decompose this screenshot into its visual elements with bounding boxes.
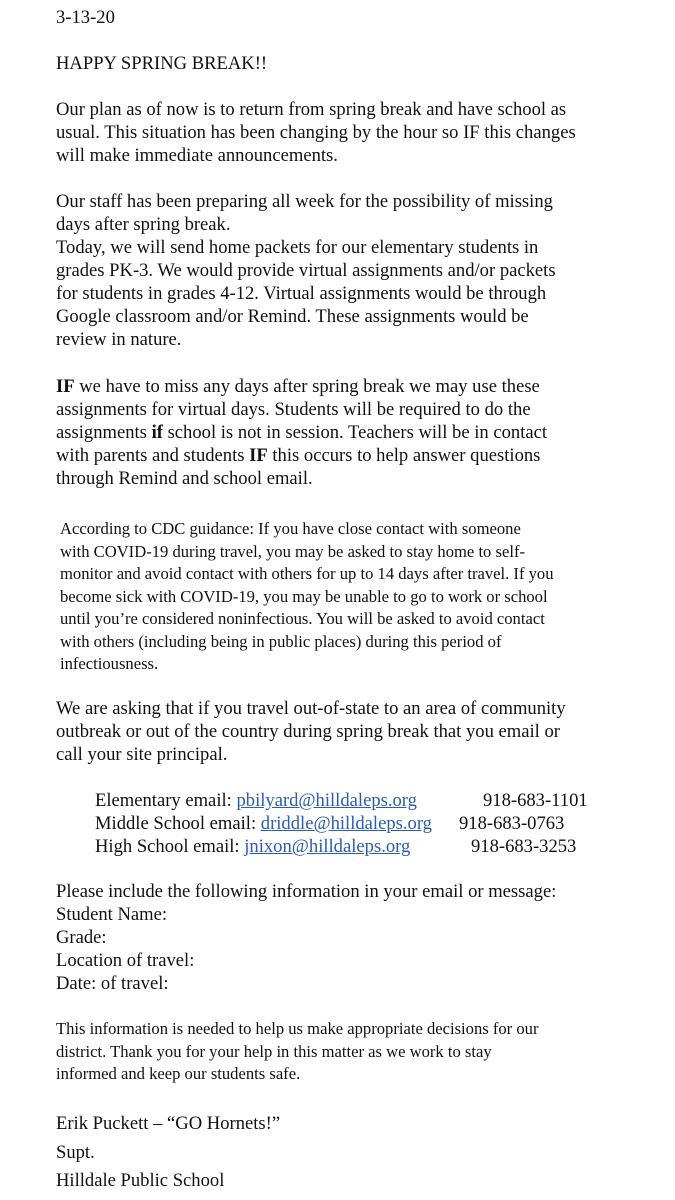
text-line: with others (including being in public places) during this period of: [60, 631, 502, 651]
paragraph-travel-request: [56, 697, 656, 766]
text-line: through Remind and school email.: [56, 468, 313, 489]
letter-date: 3-13-20: [56, 7, 115, 28]
email-link-elementary[interactable]: pbilyard@hilldaleps.org: [236, 790, 417, 811]
text-line: monitor and avoid contact with others for up to 14 days after travel. If you: [60, 564, 554, 583]
contact-row-high-school: [95, 835, 577, 858]
contact-row-elementary: [95, 789, 588, 812]
paragraph-staff-preparation: [56, 190, 656, 351]
text-line: grades PK-3. We would provide virtual assignments and/or packets: [56, 260, 556, 281]
text-line: Our staff has been preparing all week for the possibility of missing: [56, 191, 553, 212]
paragraph-closing: [56, 1018, 656, 1086]
text-line: According to CDC guidance: If you have close contact with someone: [60, 519, 521, 538]
text-line: days after spring break.: [56, 214, 231, 235]
info-item: Location of travel:: [56, 950, 195, 971]
text-line: informed and keep our students safe.: [56, 1064, 301, 1083]
text-line: assignments if school is not in session. Teachers will be in contact: [56, 422, 548, 443]
contact-label: Elementary email:: [95, 790, 237, 811]
text-line: Today, we will send home packets for our elementary students in: [56, 237, 539, 258]
signature-title: Supt.: [56, 1142, 95, 1163]
text-line: with parents and students IF this occurs to help answer questions: [56, 445, 541, 466]
signature-name: Erik Puckett – “GO Hornets!”: [56, 1113, 281, 1134]
text-line: Our plan as of now is to return from spring break and have school as: [56, 99, 567, 120]
email-link-middle-school[interactable]: driddle@hilldaleps.org: [260, 813, 432, 834]
info-item: Grade:: [56, 927, 107, 948]
text-line: will make immediate announcements.: [56, 145, 338, 166]
letter-heading: HAPPY SPRING BREAK!!: [56, 53, 268, 74]
signature-organization: Hilldale Public School: [56, 1170, 225, 1191]
info-request-list: [56, 880, 656, 995]
text-line: district. Thank you for your help in this matter as we work to stay: [56, 1041, 492, 1061]
text-line: review in nature.: [56, 329, 182, 350]
info-heading: Please include the following information in your email or message:: [56, 881, 557, 902]
text-line: This information is needed to help us make appropriate decisions for our: [56, 1019, 539, 1038]
info-item: Date: of travel:: [56, 973, 169, 994]
text-line: Google classroom and/or Remind. These assignments would be: [56, 306, 529, 327]
paragraph-return-plan: [56, 98, 656, 167]
text-line: outbreak or out of the country during spring break that you email or: [56, 721, 560, 742]
text-line: assignments for virtual days. Students will be required to do the: [56, 399, 531, 420]
text-line: IF we have to miss any days after spring break we may use these: [56, 376, 540, 397]
paragraph-virtual-days: [56, 375, 656, 490]
phone-number: 918-683-0763: [459, 813, 565, 834]
text-line: until you’re considered noninfectious. You will be asked to avoid contact: [60, 609, 545, 628]
contact-label: High School email:: [95, 836, 245, 857]
info-item: Student Name:: [56, 904, 168, 925]
text-line: infectiousness.: [60, 654, 159, 673]
text-line: We are asking that if you travel out-of-state to an area of community: [56, 698, 566, 719]
text-line: become sick with COVID-19, you may be unable to go to work or school: [60, 586, 548, 606]
phone-number: 918-683-1101: [483, 790, 588, 811]
text-line: with COVID-19 during travel, you may be asked to stay home to self-: [60, 541, 525, 561]
text-line: usual. This situation has been changing by the hour so IF this changes: [56, 122, 576, 143]
contact-label: Middle School email:: [95, 813, 261, 834]
cdc-guidance-paragraph: [60, 518, 660, 676]
text-line: call your site principal.: [56, 744, 228, 765]
email-link-high-school[interactable]: jnixon@hilldaleps.org: [244, 836, 411, 857]
principal-contacts: [95, 789, 588, 858]
phone-number: 918-683-3253: [471, 836, 577, 857]
contact-row-middle-school: [95, 812, 565, 835]
text-line: for students in grades 4-12. Virtual assignments would be through: [56, 283, 547, 304]
